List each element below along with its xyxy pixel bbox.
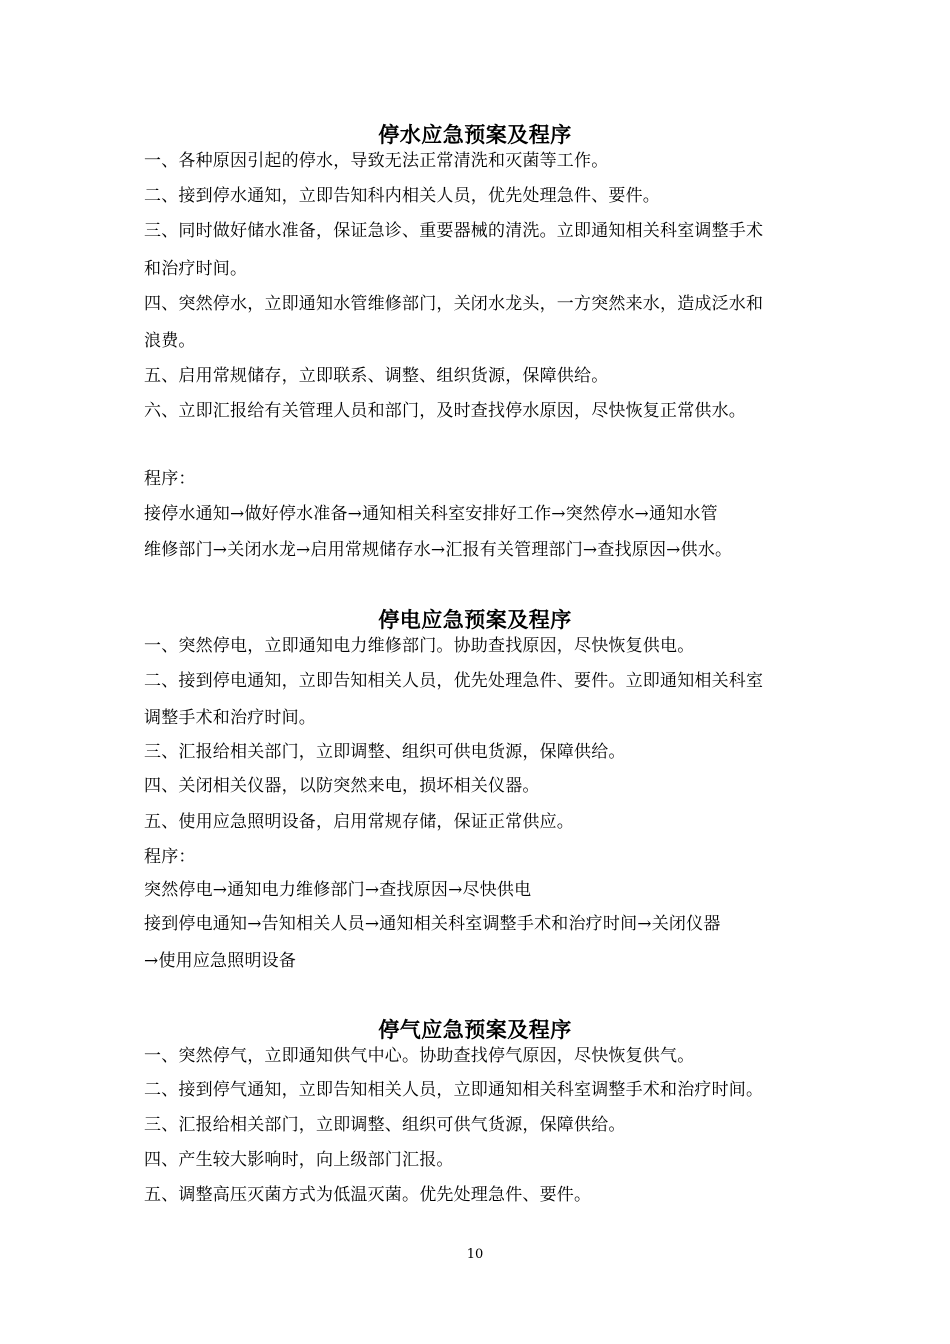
text-line: 一、突然停电，立即通知电力维修部门。协助查找原因，尽快恢复供电。 bbox=[144, 636, 695, 656]
text-line: 五、使用应急照明设备，启用常规存储，保证正常供应。 bbox=[144, 812, 574, 832]
procedure-line: →使用应急照明设备 bbox=[144, 951, 297, 971]
text-line: 四、关闭相关仪器，以防突然来电，损坏相关仪器。 bbox=[144, 776, 540, 796]
text-line: 五、调整高压灭菌方式为低温灭菌。优先处理急件、要件。 bbox=[144, 1185, 592, 1205]
page-number: 10 bbox=[466, 1247, 484, 1262]
text-line: 三、汇报给相关部门，立即调整、组织可供气货源，保障供给。 bbox=[144, 1115, 626, 1135]
procedure-line: 接停水通知→做好停水准备→通知相关科室安排好工作→突然停水→通知水管 bbox=[144, 504, 718, 524]
text-line: 和治疗时间。 bbox=[144, 259, 248, 279]
procedure-label: 程序： bbox=[144, 847, 196, 867]
procedure-line: 接到停电通知→告知相关人员→通知相关科室调整手术和治疗时间→关闭仪器 bbox=[144, 914, 721, 934]
text-line: 调整手术和治疗时间。 bbox=[144, 708, 316, 728]
text-line: 二、接到停水通知，立即告知科内相关人员，优先处理急件、要件。 bbox=[144, 186, 660, 206]
text-line: 五、启用常规储存，立即联系、调整、组织货源，保障供给。 bbox=[144, 366, 609, 386]
text-line: 四、产生较大影响时，向上级部门汇报。 bbox=[144, 1150, 454, 1170]
procedure-label: 程序： bbox=[144, 469, 196, 489]
procedure-line: 突然停电→通知电力维修部门→查找原因→尽快供电 bbox=[144, 880, 532, 900]
text-line: 三、同时做好储水准备，保证急诊、重要器械的清洗。立即通知相关科室调整手术 bbox=[144, 221, 764, 241]
text-line: 四、突然停水，立即通知水管维修部门，关闭水龙头，一方突然来水，造成泛水和 bbox=[144, 294, 764, 314]
section-title-gas: 停气应急预案及程序 bbox=[378, 1017, 572, 1042]
text-line: 二、接到停气通知，立即告知相关人员，立即通知相关科室调整手术和治疗时间。 bbox=[144, 1080, 764, 1100]
section-title-power: 停电应急预案及程序 bbox=[378, 607, 572, 632]
procedure-line: 维修部门→关闭水龙→启用常规储存水→汇报有关管理部门→查找原因→供水。 bbox=[144, 540, 733, 560]
text-line: 二、接到停电通知，立即告知相关人员，优先处理急件、要件。立即通知相关科室 bbox=[144, 671, 764, 691]
text-line: 六、立即汇报给有关管理人员和部门，及时查找停水原因，尽快恢复正常供水。 bbox=[144, 401, 746, 421]
section-title-water: 停水应急预案及程序 bbox=[378, 122, 572, 147]
text-line: 一、各种原因引起的停水，导致无法正常清洗和灭菌等工作。 bbox=[144, 151, 609, 171]
text-line: 一、突然停气，立即通知供气中心。协助查找停气原因，尽快恢复供气。 bbox=[144, 1046, 695, 1066]
text-line: 浪费。 bbox=[144, 331, 196, 351]
text-line: 三、汇报给相关部门，立即调整、组织可供电货源，保障供给。 bbox=[144, 742, 626, 762]
